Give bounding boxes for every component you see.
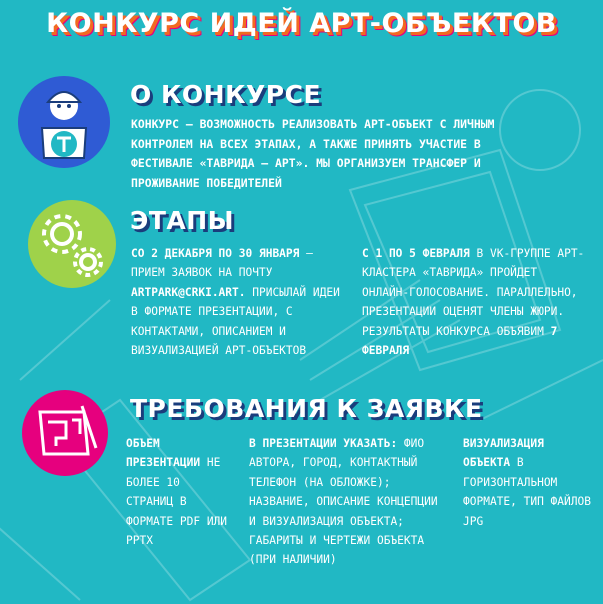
stage-1-date: СО 2 ДЕКАБРЯ ПО 30 ЯНВАРЯ	[131, 247, 300, 260]
presentation-volume-text: НЕ БОЛЕЕ 10 СТРАНИЦ В ФОРМАТЕ PDF ИЛИ PPTX	[126, 456, 228, 548]
mascot-icon	[18, 76, 110, 168]
requirements-col-1	[126, 434, 231, 550]
visualization-text: В ГОРИЗОНТАЛЬНОМ ФОРМАТЕ, ТИП ФАЙЛОВ JPG	[463, 456, 591, 528]
stage-1-email: ARTPARK@CRKI.ART.	[131, 285, 246, 299]
stage-2-date: С 1 ПО 5 ФЕВРАЛЯ	[362, 247, 470, 260]
stage-1-text	[131, 244, 346, 360]
blueprint-icon	[22, 390, 108, 476]
requirements-col-2	[249, 434, 439, 570]
presentation-volume-label: ОБЪЕМ ПРЕЗЕНТАЦИИ	[126, 437, 201, 470]
stage-2-results-date: 7 ФЕВРАЛЯ	[362, 324, 558, 358]
page-title: КОНКУРС ИДЕЙ АРТ-ОБЪЕКТОВ	[46, 8, 557, 39]
stage-1-rest: ПРИСЫЛАЙ ИДЕИ В ФОРМАТЕ ПРЕЗЕНТАЦИИ, С КОНТАКТАМИ, ОПИСАНИЕМ И ВИЗУАЛИЗАЦИЕЙ АРТ-ОБЪЕКТОВ	[131, 285, 340, 358]
gears-icon	[28, 200, 116, 288]
stage-2-text	[362, 244, 587, 360]
presentation-contents-text: ФИО АВТОРА, ГОРОД, КОНТАКТНЫЙ ТЕЛЕФОН (НА ОБЛОЖКЕ); НАЗВАНИЕ, ОПИСАНИЕ КОНЦЕПЦИИ И ВИЗУАЛИЗАЦИЯ ОБЪЕКТА; ГАБАРИТЫ И ЧЕРТЕЖИ ОБЪЕКТА (ПРИ НАЛИЧИИ)	[249, 437, 438, 567]
about-text: КОНКУРС – ВОЗМОЖНОСТЬ РЕАЛИЗОВАТЬ АРТ-ОБЪЕКТ С ЛИЧНЫМ КОНТРОЛЕМ НА ВСЕХ ЭТАПАХ, А ТАКЖЕ ПРИНЯТЬ УЧАСТИЕ В ФЕСТИВАЛЕ «ТАВРИДА – АРТ». МЫ ОРГАНИЗУЕМ ТРАНСФЕР И ПРОЖИВАНИЕ ПОБЕДИТЕЛЕЙ	[131, 117, 495, 190]
stage-2-desc: В VK-ГРУППЕ АРТ-КЛАСТЕРА «ТАВРИДА» ПРОЙДЕТ ОНЛАЙН-ГОЛОСОВАНИЕ. ПАРАЛЛЕЛЬНО, ПРЕЗЕНТАЦИИ ОЦЕНЯТ ЧЛЕНЫ ЖЮРИ. РЕЗУЛЬТАТЫ КОНКУРСА ОБЪЯВИМ	[362, 247, 585, 338]
requirements-col-3	[463, 434, 593, 531]
stages-heading: ЭТАПЫ	[130, 206, 235, 235]
visualization-label: ВИЗУАЛИЗАЦИЯ ОБЪЕКТА	[463, 437, 544, 470]
stage-1-intro: – ПРИЕМ ЗАЯВОК НА ПОЧТУ	[131, 247, 313, 280]
about-heading: О КОНКУРСЕ	[130, 80, 322, 109]
presentation-contents-label: В ПРЕЗЕНТАЦИИ УКАЗАТЬ:	[249, 437, 398, 450]
requirements-heading: ТРЕБОВАНИЯ К ЗАЯВКЕ	[130, 394, 483, 423]
